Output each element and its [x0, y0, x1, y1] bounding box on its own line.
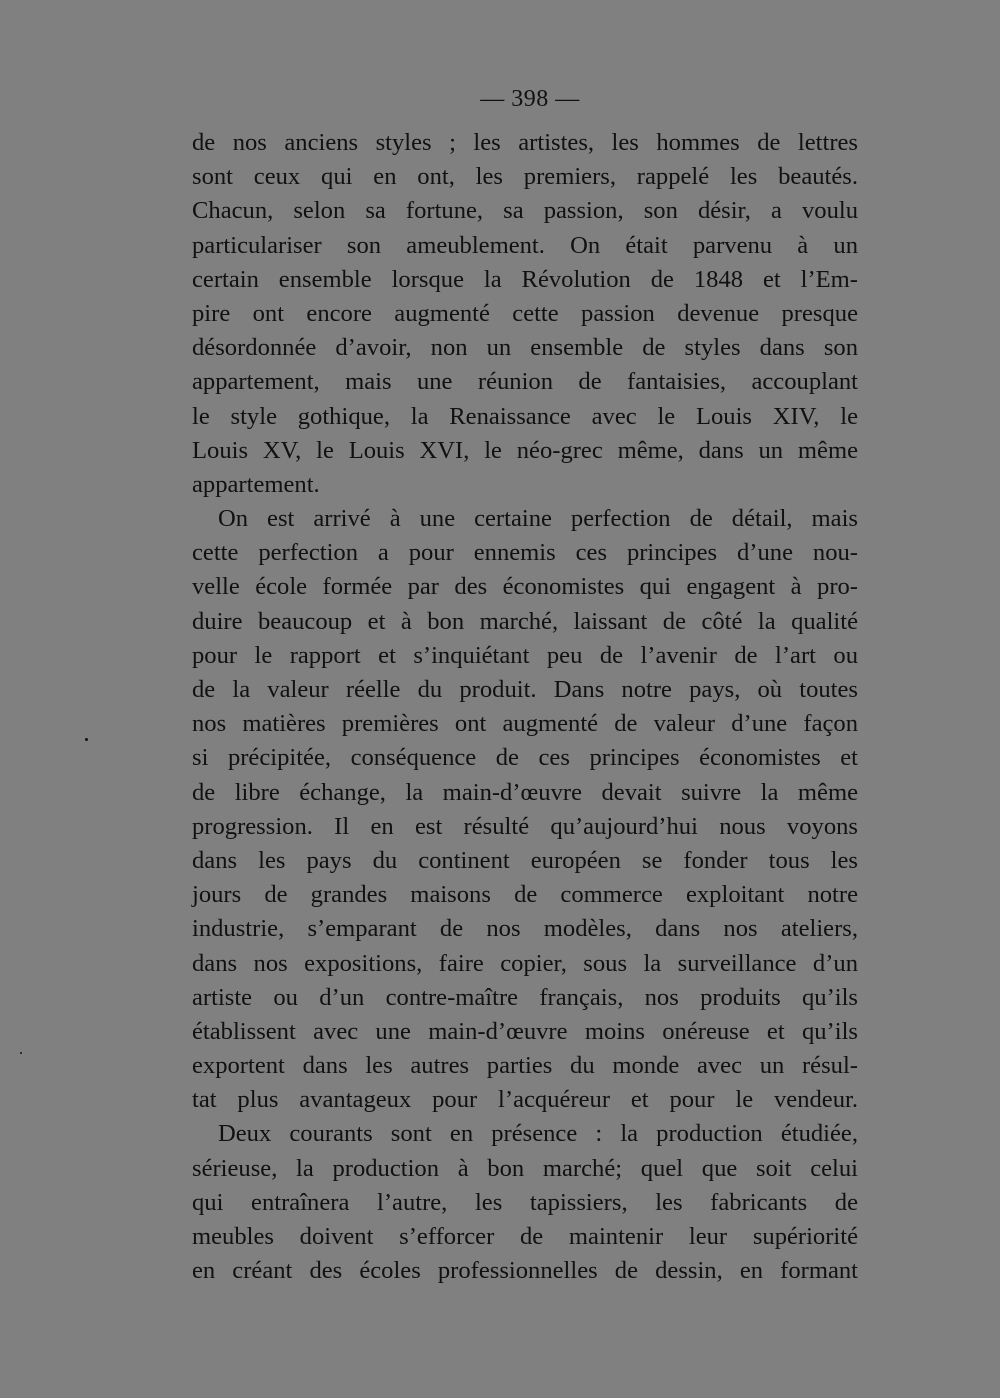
text-line: sérieuse, la production à bon marché; quel que soit celui — [192, 1154, 858, 1182]
text-line: artiste ou d’un contre-maître français, nos produits qu’ils — [192, 983, 858, 1011]
text-line: meubles doivent s’efforcer de maintenir leur supériorité — [192, 1223, 858, 1250]
text-line: pire ont encore augmenté cette passion devenue presque — [192, 299, 858, 327]
text-line: duire beaucoup et à bon marché, laissant de côté la qualité — [192, 607, 858, 635]
text-line: jours de grandes maisons de commerce exploitant notre — [192, 881, 858, 909]
text-line: sont ceux qui en ont, les premiers, rappelé les beautés. — [192, 163, 858, 191]
text-line: dans nos expositions, faire copier, sous la surveillance d’un — [192, 949, 858, 977]
text-line: tat plus avantageux pour l’acquéreur et pour le vendeur. — [192, 1086, 858, 1114]
text-line: Chacun, selon sa fortune, sa passion, son désir, a voulu — [192, 197, 858, 225]
text-line: progression. Il en est résulté qu’aujourd’hui nous voyons — [192, 812, 858, 840]
text-line: velle école formée par des économistes qui engagent à pro- — [192, 573, 858, 601]
text-line: particulariser son ameublement. On était parvenu à un — [192, 231, 858, 259]
text-line: établissent avec une main-d’œuvre moins onéreuse et qu’ils — [192, 1017, 858, 1045]
text-line: appartement, mais une réunion de fantaisies, accouplant — [192, 368, 858, 396]
text-line: si précipitée, conséquence de ces principes économistes et — [192, 744, 858, 772]
text-line: désordonnée d’avoir, non un ensemble de styles dans son — [192, 334, 858, 362]
text-line: Louis XV, le Louis XVI, le néo-grec même, dans un même — [192, 436, 858, 464]
text-line: nos matières premières ont augmenté de valeur d’une façon — [192, 710, 858, 738]
text-line: en créant des écoles professionnelles de dessin, en formant — [192, 1257, 858, 1285]
text-line: Deux courants sont en présence : la production étudiée, — [218, 1120, 858, 1148]
text-line: certain ensemble lorsque la Révolution de 1848 et l’Em- — [192, 265, 858, 293]
scan-speck — [20, 1052, 22, 1054]
page-number: — 398 — — [480, 86, 580, 112]
text-line: On est arrivé à une certaine perfection de détail, mais — [218, 505, 858, 533]
text-line: de libre échange, la main-d’œuvre devait suivre la même — [192, 778, 858, 806]
text-line: dans les pays du continent européen se fonder tous les — [192, 846, 858, 874]
scan-speck — [85, 738, 88, 741]
text-line: appartement. — [192, 470, 320, 498]
text-line: de nos anciens styles ; les artistes, les hommes de lettres — [192, 129, 858, 156]
text-line: qui entraînera l’autre, les tapissiers, les fabricants de — [192, 1188, 858, 1216]
text-line: pour le rapport et s’inquiétant peu de l’avenir de l’art ou — [192, 641, 858, 669]
text-line: exportent dans les autres parties du monde avec un résul- — [192, 1052, 858, 1080]
text-line: de la valeur réelle du produit. Dans notre pays, où toutes — [192, 676, 858, 703]
text-line: le style gothique, la Renaissance avec le Louis XIV, le — [192, 402, 858, 430]
body-text — [192, 126, 858, 1288]
text-line: industrie, s’emparant de nos modèles, dans nos ateliers, — [192, 915, 858, 943]
text-line: cette perfection a pour ennemis ces principes d’une nou- — [192, 539, 858, 567]
